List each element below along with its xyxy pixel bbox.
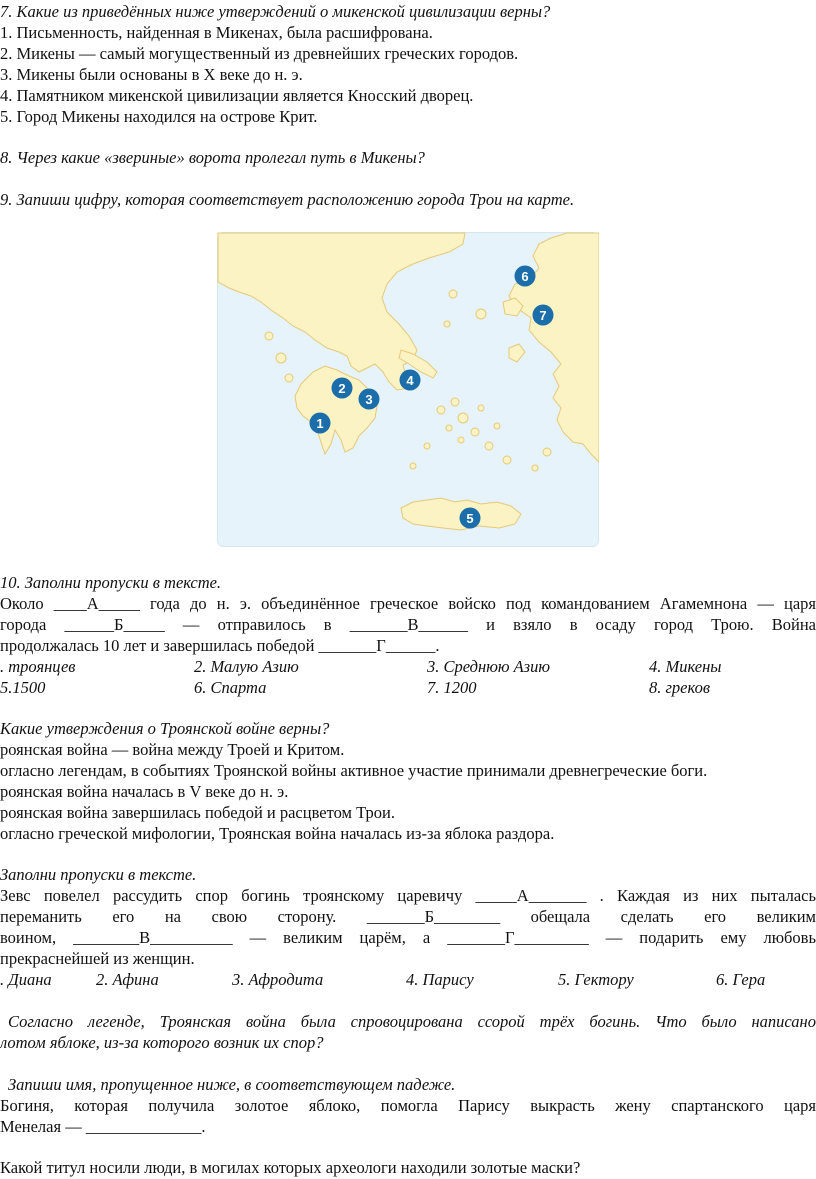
q10-option-2: 2. Малую Азию — [194, 657, 299, 676]
q10-line-3: продолжалась 10 лет и завершилась победой _______Г______. — [0, 636, 440, 655]
marker-1-label: 1 — [316, 416, 324, 431]
marker-1 — [310, 413, 331, 434]
q12-option-6: 6. Гера — [716, 970, 766, 989]
q10-option-6: 6. Спарта — [194, 678, 267, 697]
q10-option-3: 3. Среднюю Азию — [427, 657, 550, 676]
q10-option-1: . троянцев — [0, 657, 76, 676]
marker-6-label: 6 — [521, 269, 529, 284]
q9-title: 9. Запиши цифру, которая соответствует расположению города Трои на карте. — [0, 190, 575, 209]
marker-4 — [400, 370, 421, 391]
q10-option-8: 8. греков — [649, 678, 711, 697]
q11-item-3: роянская война началась в V веке до н. э. — [0, 782, 289, 801]
marker-6 — [515, 266, 536, 287]
q12-option-1: . Диана — [0, 970, 52, 989]
q12-title: Заполни пропуски в тексте. — [0, 865, 197, 884]
marker-3 — [359, 389, 380, 410]
q11-title: Какие утверждения о Троянской войне верны? — [0, 719, 330, 738]
q10-option-7: 7. 1200 — [427, 678, 477, 697]
q12-line-2: переманить его на свою сторону. _______Б________ обещала сделать его великим — [0, 907, 816, 926]
q14-title: Запиши имя, пропущенное ниже, в соответствующем падеже. — [8, 1075, 456, 1094]
q7-item-5: 5. Город Микены находился на острове Крит. — [0, 107, 318, 126]
marker-2-label: 2 — [338, 381, 346, 396]
q8-title: 8. Через какие «звериные» ворота пролегал путь в Микены? — [0, 148, 425, 167]
q12-option-2: 2. Афина — [96, 970, 159, 989]
marker-5 — [460, 508, 481, 529]
marker-5-label: 5 — [466, 511, 474, 526]
marker-7-label: 7 — [539, 308, 547, 323]
q7-item-1: 1. Письменность, найденная в Микенах, была расшифрована. — [0, 23, 433, 42]
q10-line-1: Около ____А_____ года до н. э. объединённое греческое войско под командованием Агамемнона — царя — [0, 594, 816, 613]
q10-option-5: 5.1500 — [0, 678, 46, 697]
marker-7 — [533, 305, 554, 326]
aegean-map — [217, 232, 599, 547]
q14-line-2: Менелая — ______________. — [0, 1117, 206, 1136]
q7-item-3: 3. Микены были основаны в X веке до н. э. — [0, 65, 303, 84]
q12-line-3: воином, ________В__________ — великим царём, а _______Г_________ — подарить ему любовь — [0, 928, 816, 947]
q7-title: 7. Какие из приведённых ниже утверждений о микенской цивилизации верны? — [0, 2, 551, 21]
q10-title: 10. Заполни пропуски в тексте. — [0, 573, 222, 592]
q14-line-1: Богиня, которая получила золотое яблоко, помогла Парису выкрасть жену спартанского царя — [0, 1096, 816, 1115]
q7-item-4: 4. Памятником микенской цивилизации является Кносский дворец. — [0, 86, 474, 105]
marker-4-label: 4 — [406, 373, 414, 388]
q12-line-1: Зевс повелел рассудить спор богинь троянскому царевичу _____А_______ . Каждая из них пыталась — [0, 886, 816, 905]
q10-option-4: 4. Микены — [649, 657, 722, 676]
q12-option-4: 4. Парису — [406, 970, 474, 989]
q12-option-5: 5. Гектору — [558, 970, 634, 989]
q13-line-1: Согласно легенде, Троянская война была спровоцирована ссорой трёх богинь. Что было написано — [8, 1012, 816, 1031]
q15-title: Какой титул носили люди, в могилах которых археологи находили золотые маски? — [0, 1158, 581, 1177]
q11-item-2: огласно легендам, в событиях Троянской войны активное участие принимали древнегреческие боги. — [0, 761, 708, 780]
q12-line-4: прекраснейшей из женщин. — [0, 949, 195, 968]
q11-item-1: роянская война — война между Троей и Критом. — [0, 740, 345, 759]
marker-3-label: 3 — [365, 392, 373, 407]
q7-item-2: 2. Микены — самый могущественный из древнейших греческих городов. — [0, 44, 519, 63]
q13-line-2: лотом яблоке, из-за которого возник их спор? — [0, 1033, 324, 1052]
q11-item-4: роянская война завершилась победой и расцветом Трои. — [0, 803, 396, 822]
q12-option-3: 3. Афродита — [232, 970, 324, 989]
marker-2 — [332, 378, 353, 399]
q11-item-5: огласно греческой мифологии, Троянская война началась из-за яблока раздора. — [0, 824, 555, 843]
q10-line-2: города ______Б_____ — отправилось в _______В______ и взяло в осаду город Трою. Война — [0, 615, 816, 634]
